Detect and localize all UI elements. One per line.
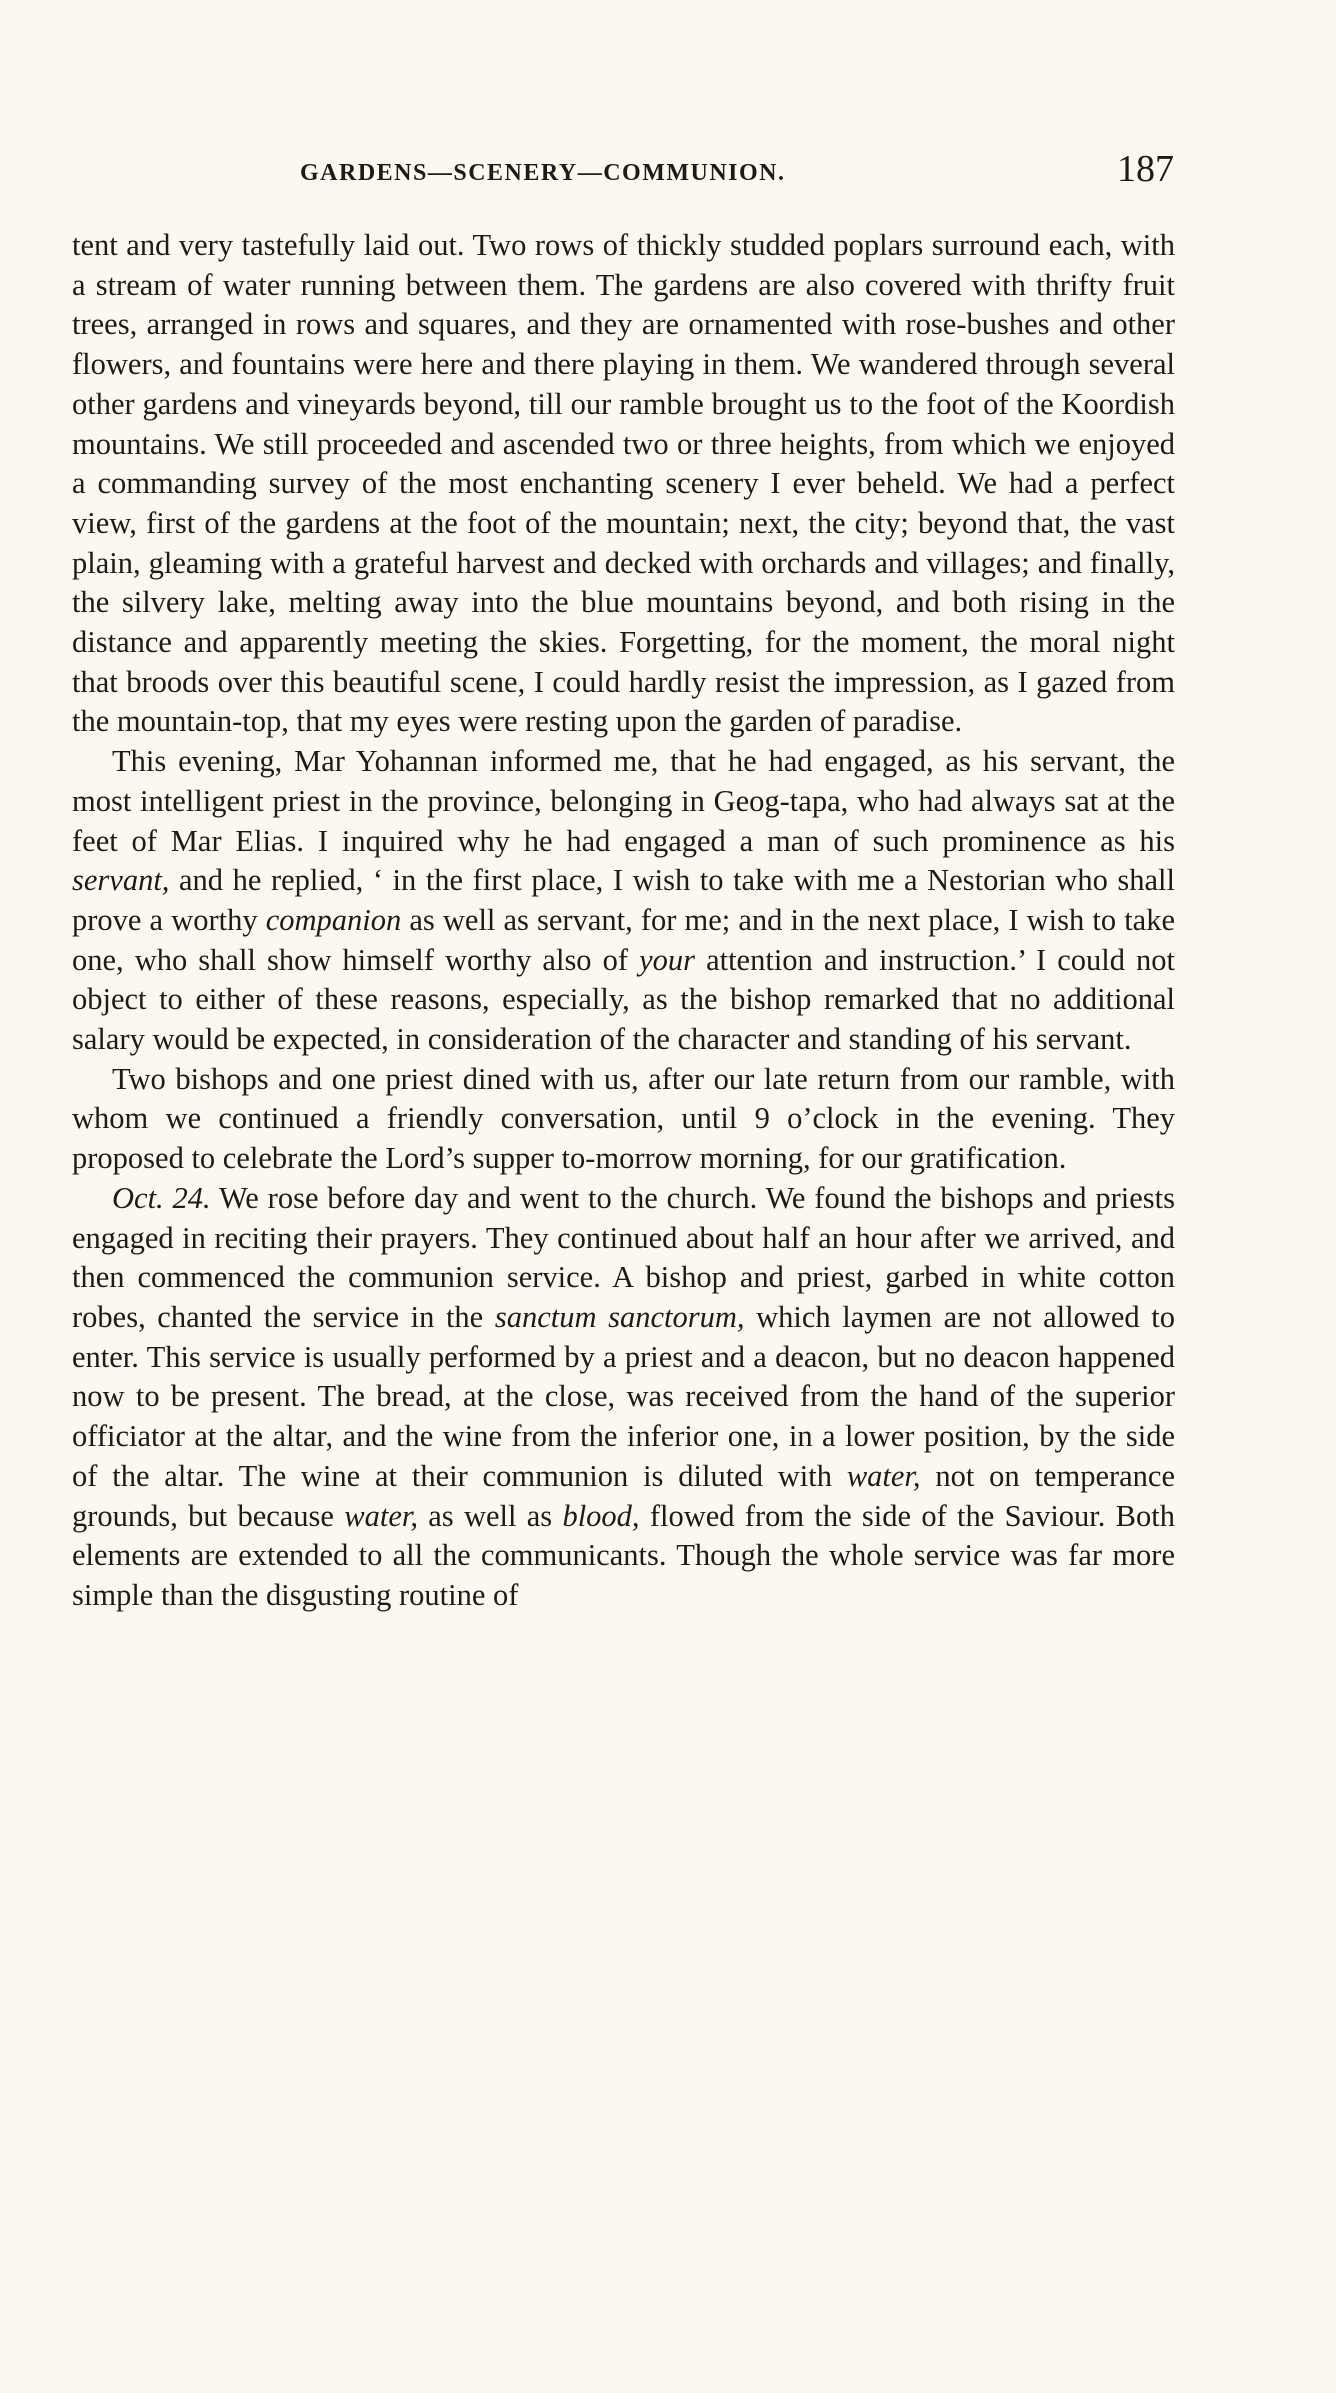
paragraph-2-text-2: and he replied, ‘ in the first place, I wish to take with me a Nestorian who shall prove a worthy (72, 863, 1175, 937)
paragraph-3: Two bishops and one priest dined with us, after our late return from our ramble, with whom we continued a friendly conversation, until 9 o’clock in the evening. They proposed to celebrate the Lord’s supper to-morrow morning, for our gratification. (72, 1061, 1175, 1176)
running-head (300, 150, 1174, 196)
paragraph-2 (72, 742, 1175, 1060)
emphasis-your: your (639, 942, 696, 977)
paragraph-4-text-2: which laymen are not allowed to enter. This service is usually performed by a priest and a deacon, but no deacon happened now to be present. The bread, at the close, was received from the hand of the superior officiator at the altar, and the wine from the inferior one, in a lower position, by the side of the altar. The wine at their communion is diluted with (72, 1299, 1175, 1493)
paragraph-2-text-4: attention and instruction.’ I could not object to either of these reasons, especially, as the bishop remarked that no additional salary would be expected, in consideration of the character and standing of his servant. (72, 942, 1175, 1057)
running-title: GARDENS—SCENERY—COMMUNION. (300, 160, 786, 186)
emphasis-blood: blood, (562, 1498, 640, 1533)
paragraph-4-text-4: as well as (417, 1498, 563, 1533)
emphasis-servant: servant, (72, 863, 170, 898)
emphasis-water-1: water, (846, 1458, 921, 1493)
paragraph-4 (72, 1179, 1175, 1616)
paragraph-4-text-5: flowed from the side of the Saviour. Both elements are extended to all the communicants. Though the whole service was far more simple than the disgusting routine of (72, 1498, 1175, 1612)
paragraph-2-text-3: as well as servant, for me; and in the next place, I wish to take one, who shall show himself worthy also of (72, 902, 1175, 977)
emphasis-water-2: water, (344, 1498, 418, 1533)
paragraph-4-text-3: not on temperance grounds, but because (72, 1458, 1175, 1533)
emphasis-companion: companion (265, 902, 402, 937)
emphasis-sanctum-sanctorum: sanctum sanctorum, (494, 1299, 745, 1334)
paragraph-4-text-1: We rose before day and went to the church. We found the bishops and priests engaged in reciting their prayers. They continued about half an hour after we arrived, and then commenced the communion service. A bishop and priest, garbed in white cotton robes, chanted the service in the (72, 1180, 1175, 1334)
body-text (72, 226, 1175, 1616)
paragraph-2-text-1: This evening, Mar Yohannan informed me, that he had engaged, as his servant, the most intelligent priest in the province, belonging in Geog-tapa, who had always sat at the feet of Mar Elias. I inquired why he had engaged a man of such prominence as his (72, 744, 1175, 858)
page-number: 187 (1117, 148, 1174, 190)
dateline: Oct. 24. (112, 1180, 211, 1215)
paragraph-1: tent and very tastefully laid out. Two rows of thickly studded poplars surround each, with a stream of water running between them. The gardens are also covered with thrifty fruit trees, arranged in rows and squares, and they are ornamented with rose-bushes and other flowers, and fountains were here and there playing in them. We wandered through several other gardens and vineyards beyond, till our ramble brought us to the foot of the Koordish mountains. We still proceeded and ascended two or three heights, from which we enjoyed a commanding survey of the most enchanting scenery I ever beheld. We had a perfect view, first of the gardens at the foot of the mountain; next, the city; beyond that, the vast plain, gleaming with a grateful harvest and decked with orchards and villages; and finally, the silvery lake, melting away into the blue mountains beyond, and both rising in the distance and apparently meeting the skies. Forgetting, for the moment, the moral night that broods over this beautiful scene, I could hardly resist the impression, as I gazed from the mountain-top, that my eyes were resting upon the garden of paradise. (72, 228, 1175, 739)
